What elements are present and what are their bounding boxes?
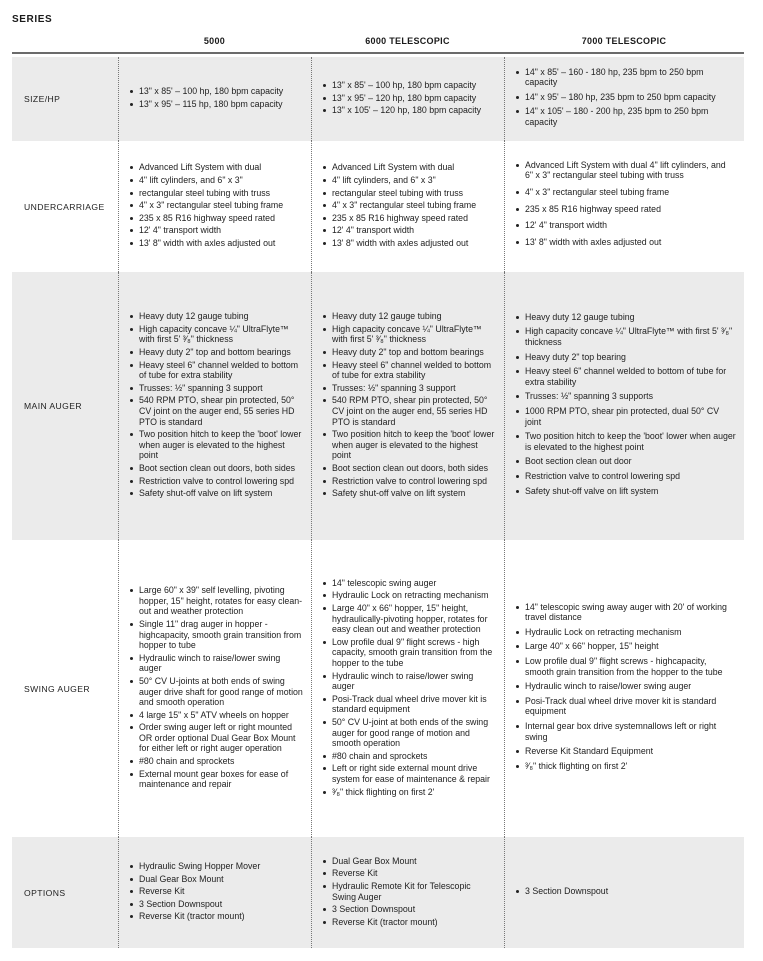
list-item: 13" x 105' – 120 hp, 180 bpm capacity (332, 105, 496, 116)
spec-cell (311, 141, 504, 272)
list-item: 14" telescopic swing away auger with 20' of working travel distance (525, 602, 736, 623)
list-item: 4" x 3" rectangular steel tubing frame (139, 200, 303, 211)
list-item: Trusses: ½" spanning 3 support (139, 383, 303, 394)
spec-list (505, 602, 744, 776)
list-item: Reverse Kit (332, 868, 496, 879)
list-item: 14" x 95' – 180 hp, 235 bpm to 250 bpm capacity (525, 92, 736, 103)
spec-cell (118, 837, 311, 948)
spec-list (119, 311, 311, 501)
list-item: Boot section clean out door (525, 456, 736, 467)
list-item: 14" telescopic swing auger (332, 578, 496, 589)
list-item: Restriction valve to control lowering spd (139, 476, 303, 487)
list-item: Advanced Lift System with dual 4" lift cylinders, and 6" x 3" rectangular steel tubing with truss (525, 160, 736, 181)
list-item: 13" x 95' – 115 hp, 180 bpm capacity (139, 99, 303, 110)
list-item: ³⁄₈" thick flighting on first 2' (332, 787, 496, 798)
list-item: Boot section clean out doors, both sides (332, 463, 496, 474)
list-item: 50° CV U-joints at both ends of swing auger drive shaft for good range of motion and smooth operation (139, 675, 303, 708)
list-item: rectangular steel tubing with truss (332, 188, 496, 199)
spec-list (312, 162, 504, 250)
table-row-options (12, 837, 744, 948)
list-item: Posi-Track dual wheel drive mover kit is standard equipment (332, 694, 496, 715)
spec-cell (311, 57, 504, 141)
list-item: Single 11" drag auger in hopper - highcapacity, smooth grain transition from hopper to tube (139, 618, 302, 651)
list-item: 540 RPM PTO, shear pin protected, 50° CV joint on the auger end, 55 series HD PTO is standard (332, 395, 496, 427)
spec-cell (311, 272, 504, 540)
list-item: Hydraulic winch to raise/lower swing auger (525, 681, 736, 692)
spec-cell (504, 272, 744, 540)
list-item: Heavy steel 6" channel welded to bottom of tube for extra stability (332, 360, 496, 381)
list-item: #80 chain and sprockets (139, 756, 303, 767)
list-item: Heavy steel 6" channel welded to bottom of tube for extra stability (139, 360, 303, 381)
list-item: 540 RPM PTO, shear pin protected, 50° CV joint on the auger end, 55 series HD PTO is standard (139, 395, 303, 427)
spec-list (505, 67, 744, 132)
spec-cell (504, 141, 744, 272)
list-item: rectangular steel tubing with truss (139, 188, 303, 199)
list-item: Reverse Kit (139, 886, 303, 897)
spec-cell (504, 540, 744, 837)
list-item: 12' 4" transport width (332, 225, 496, 236)
list-item: 12' 4" transport width (139, 225, 303, 236)
list-item: Hydraulic winch to raise/lower swing auger (139, 653, 303, 674)
list-item: 235 x 85 R16 highway speed rated (139, 213, 303, 224)
list-item: High capacity concave ¼" UltraFlyte™ with first 5' ³⁄₈" thickness (139, 324, 303, 345)
list-item: 3 Section Downspout (139, 899, 303, 910)
list-item: 14" x 85' – 160 - 180 hp, 235 bpm to 250 bpm capacity (525, 67, 736, 88)
list-item: 13' 8" width with axles adjusted out (332, 238, 496, 249)
column-header-7000-telescopic: 7000 TELESCOPIC (581, 36, 667, 46)
series-title: SERIES (12, 14, 53, 25)
list-item: Two position hitch to keep the 'boot' lower when auger is elevated to the highest point (139, 429, 302, 461)
row-label: OPTIONS (24, 887, 66, 898)
list-item: Reverse Kit (tractor mount) (332, 917, 496, 928)
list-item: Low profile dual 9" flight screws - high capacity, smooth grain transition from the hopper to the tube (332, 637, 496, 669)
list-item: Trusses: ½" spanning 3 support (332, 383, 496, 394)
list-item: Two position hitch to keep the 'boot' lower when auger is elevated to the highest point (332, 429, 495, 461)
spec-cell (311, 837, 504, 948)
list-item: Restriction valve to control lowering spd (525, 471, 736, 482)
list-item: Trusses: ½" spanning 3 supports (525, 391, 736, 402)
list-item: Internal gear box drive systemnallows left or right swing (525, 721, 736, 742)
list-item: Hydraulic Lock on retracting mechanism (525, 627, 736, 638)
list-item: 50° CV U-joint at both ends of the swing auger for good range of motion and smooth operation (332, 717, 496, 749)
list-item: Hydraulic Swing Hopper Mover (139, 861, 303, 872)
list-item: Restriction valve to control lowering spd (332, 476, 496, 487)
list-item: 13' 8" width with axles adjusted out (139, 238, 303, 249)
list-item: Heavy duty 12 gauge tubing (139, 311, 303, 322)
list-item: Boot section clean out doors, both sides (139, 463, 303, 474)
list-item: Heavy steel 6" channel welded to bottom of tube for extra stability (525, 366, 736, 387)
list-item: Heavy duty 2" top and bottom bearings (139, 347, 303, 358)
list-item: Posi-Track dual wheel drive mover kit is standard equipment (525, 696, 736, 717)
row-label: MAIN AUGER (24, 401, 82, 411)
list-item: ³⁄₈" thick flighting on first 2' (525, 761, 736, 772)
row-label: SIZE/HP (24, 94, 61, 104)
list-item: Reverse Kit Standard Equipment (525, 746, 736, 757)
list-item: 3 Section Downspout (332, 904, 496, 915)
list-item: 13" x 85' – 100 hp, 180 bpm capacity (332, 80, 496, 91)
list-item: Two position hitch to keep the 'boot' lower when auger is elevated to the highest point (525, 431, 736, 452)
header-divider (12, 52, 744, 54)
list-item: Hydraulic Lock on retracting mechanism (332, 590, 496, 601)
list-item: Hydraulic winch to raise/lower swing auger (332, 671, 496, 692)
table-row-size-hp (12, 57, 744, 141)
spec-cell (118, 540, 311, 837)
list-item: High capacity concave ¼" UltraFlyte™ with first 5' ³⁄₈" thickness (332, 324, 496, 345)
spec-cell (504, 837, 744, 948)
list-item: Large 40" x 66" hopper, 15" height (525, 641, 736, 652)
spec-list (119, 861, 311, 924)
spec-cell (504, 57, 744, 141)
list-item: Low profile dual 9" flight screws - highcapacity, smooth grain transition from the hopper to the tube (525, 656, 736, 677)
list-item: 12' 4" transport width (525, 220, 736, 231)
list-item: Safety shut-off valve on lift system (332, 488, 496, 499)
list-item: External mount gear boxes for ease of maintenance and repair (139, 769, 303, 790)
list-item: 4 large 15" x 5" ATV wheels on hopper (139, 710, 303, 721)
list-item: Heavy duty 12 gauge tubing (525, 312, 736, 323)
list-item: 4" lift cylinders, and 6" x 3" (139, 175, 303, 186)
table-row-swing-auger (12, 540, 744, 837)
list-item: Advanced Lift System with dual (332, 162, 496, 173)
row-label: SWING AUGER (24, 683, 90, 694)
list-item: 13" x 85' – 100 hp, 180 bpm capacity (139, 86, 303, 97)
spec-list (505, 312, 744, 500)
list-item: Reverse Kit (tractor mount) (139, 911, 303, 922)
spec-cell (118, 141, 311, 272)
list-item: Safety shut-off valve on lift system (139, 488, 303, 499)
list-item: Heavy duty 12 gauge tubing (332, 311, 496, 322)
row-label: UNDERCARRIAGE (24, 201, 105, 212)
list-item: Advanced Lift System with dual (139, 162, 303, 173)
list-item: Heavy duty 2" top and bottom bearings (332, 347, 496, 358)
table-row-undercarriage (12, 141, 744, 272)
list-item: Large 60" x 39" self levelling, pivoting hopper, 15" height, rotates for easy clean-out and weather protection (139, 585, 303, 617)
list-item: 235 x 85 R16 highway speed rated (525, 204, 736, 215)
spec-list (312, 311, 504, 501)
list-item: 4" x 3" rectangular steel tubing frame (525, 187, 736, 198)
list-item: 235 x 85 R16 highway speed rated (332, 213, 496, 224)
list-item: Dual Gear Box Mount (139, 874, 303, 885)
spec-list (119, 162, 311, 250)
column-header-6000-telescopic: 6000 TELESCOPIC (365, 36, 450, 46)
spec-list (312, 856, 504, 930)
spec-list (312, 80, 504, 118)
column-header-5000: 5000 (203, 36, 226, 46)
list-item: 3 Section Downspout (525, 886, 736, 897)
list-item: 13" x 95' – 120 hp, 180 bpm capacity (332, 93, 496, 104)
list-item: Dual Gear Box Mount (332, 856, 496, 867)
list-item: Heavy duty 2" top bearing (525, 352, 736, 363)
spec-list (119, 86, 311, 111)
spec-list (505, 160, 744, 254)
spec-list (312, 578, 504, 799)
list-item: #80 chain and sprockets (332, 751, 496, 762)
table-row-main-auger (12, 272, 744, 540)
list-item: Hydraulic Remote Kit for Telescopic Swing Auger (332, 881, 496, 902)
list-item: Large 40" x 66" hopper, 15" height, hydraulically-pivoting hopper, rotates for easy clean out and weather protection (332, 603, 496, 635)
list-item: 1000 RPM PTO, shear pin protected, dual 50° CV joint (525, 406, 736, 427)
list-item: 13' 8" width with axles adjusted out (525, 237, 736, 248)
list-item: 4" x 3" rectangular steel tubing frame (332, 200, 496, 211)
list-item: 14" x 105' – 180 - 200 hp, 235 bpm to 250 bpm capacity (525, 106, 736, 127)
list-item: Safety shut-off valve on lift system (525, 486, 736, 497)
list-item: High capacity concave ¼" UltraFlyte™ with first 5' ³⁄₈" thickness (525, 326, 736, 347)
list-item: Left or right side external mount drive system for ease of maintenance & repair (332, 763, 496, 784)
spec-cell (311, 540, 504, 837)
spec-cell (118, 57, 311, 141)
list-item: Order swing auger left or right mounted OR order optional Dual Gear Box Mount for either left or right auger operation (139, 722, 303, 754)
spec-list (119, 585, 311, 792)
spec-cell (118, 272, 311, 540)
spec-list (505, 886, 744, 899)
list-item: 4" lift cylinders, and 6" x 3" (332, 175, 496, 186)
